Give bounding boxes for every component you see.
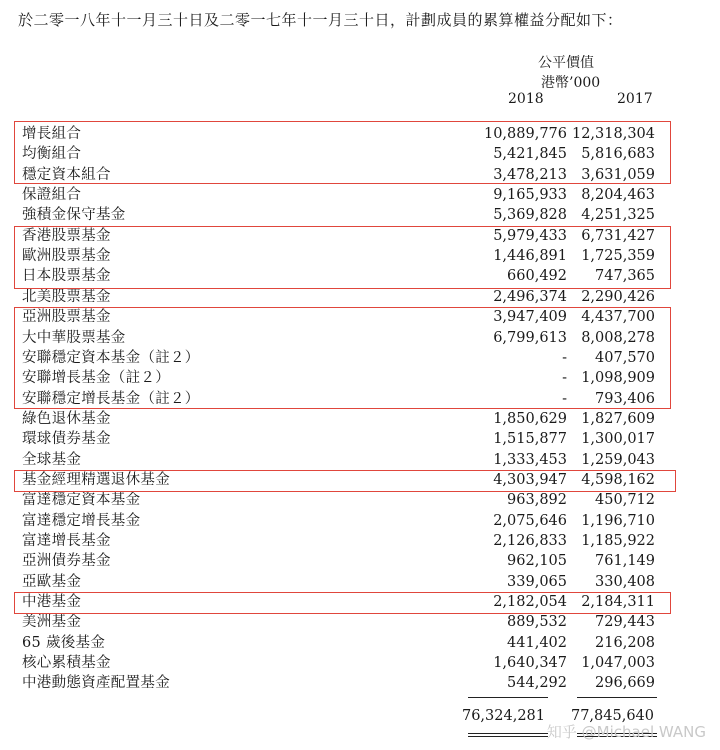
fund-name: 穩定資本組合: [22, 166, 111, 183]
fund-name: 基金經理精選退休基金: [22, 471, 170, 488]
table-row: [22, 287, 672, 307]
value-2017: 6,731,427: [581, 227, 655, 244]
value-2017: 12,318,304: [571, 126, 655, 142]
total-rule-bottom-2018b: [468, 736, 548, 737]
value-2017: 450,712: [595, 492, 655, 509]
total-2018: 76,324,281: [461, 708, 545, 724]
fund-name: 中港動態資產配置基金: [22, 675, 170, 692]
value-2018: 544,292: [507, 675, 567, 692]
value-2017: 330,408: [595, 573, 655, 590]
value-2018: 6,799,613: [493, 329, 567, 346]
highlight-box-portfolios: [14, 121, 671, 184]
year-2017-header: 2017: [617, 91, 653, 107]
value-2018: 3,478,213: [493, 166, 567, 183]
fund-name: 富達穩定增長基金: [22, 512, 141, 529]
value-2018: 5,421,845: [493, 146, 567, 163]
value-2017: 729,443: [595, 614, 655, 631]
fund-name: 核心累積基金: [22, 655, 111, 672]
value-2018: 1,333,453: [493, 451, 567, 468]
unit-header: 港幣’000: [541, 75, 601, 91]
value-2018: 2,126,833: [493, 533, 567, 549]
value-2017: 1,300,017: [581, 431, 655, 448]
fund-name: 日本股票基金: [22, 268, 111, 285]
fair-value-header: 公平價值: [538, 55, 594, 71]
value-2018: 2,182,054: [493, 594, 567, 611]
fund-name: 中港基金: [22, 594, 82, 611]
total-rule-bottom-2018: [468, 733, 548, 734]
fund-name: 亞歐基金: [22, 573, 82, 590]
value-2017: 747,365: [595, 268, 655, 285]
value-2017: 4,598,162: [581, 471, 655, 488]
value-2017: 4,251,325: [581, 207, 655, 224]
fund-name: 均衡組合: [22, 146, 82, 163]
fund-name: 65 歲後基金: [22, 634, 106, 651]
value-2017: 4,437,700: [581, 309, 655, 326]
value-2017: 296,669: [595, 675, 655, 692]
table-row: [22, 572, 672, 592]
value-2018: 5,369,828: [493, 207, 567, 224]
table-row: [22, 653, 672, 673]
value-2017: 761,149: [595, 553, 655, 570]
highlight-box-asia-allianz-funds: [14, 307, 671, 409]
fund-name: 保證組合: [22, 187, 82, 204]
fund-name: 增長組合: [22, 126, 82, 142]
highlight-box-china-hk: [14, 592, 671, 614]
value-2017: 1,725,359: [581, 248, 655, 265]
year-2018-header: 2018: [508, 91, 544, 107]
value-2017: 1,259,043: [581, 451, 655, 468]
table-row: [22, 205, 672, 225]
value-2017: 2,290,426: [581, 288, 655, 305]
table-row: [22, 673, 672, 693]
fund-name: 富達穩定資本基金: [22, 492, 141, 509]
table-row: [22, 490, 672, 510]
table-row: [22, 450, 672, 470]
value-2018: 889,532: [507, 614, 567, 631]
intro-text: 於二零一八年十一月三十日及二零一七年十一月三十日，計劃成員的累算權益分配如下：: [18, 11, 623, 29]
value-2017: 793,406: [595, 390, 655, 407]
value-2018: 1,850,629: [493, 410, 567, 427]
value-2018: 2,075,646: [493, 512, 567, 529]
value-2018: 3,947,409: [493, 309, 567, 326]
table-row: [22, 633, 672, 653]
fund-name: 全球基金: [22, 451, 82, 468]
value-2017: 8,008,278: [581, 329, 655, 346]
value-2017: 1,098,909: [581, 370, 655, 387]
value-2018: 10,889,776: [483, 126, 567, 142]
value-2018: 1,640,347: [493, 655, 567, 672]
value-2018: 9,165,933: [493, 187, 567, 204]
fund-name: 安聯增長基金（註２）: [22, 370, 170, 387]
fund-name: 富達增長基金: [22, 533, 111, 549]
watermark: 知乎 @Michael WANG: [546, 723, 706, 741]
value-2018: 339,065: [507, 573, 567, 590]
fund-name: 北美股票基金: [22, 288, 111, 305]
value-2018: 5,979,433: [493, 227, 567, 244]
table-row: [22, 531, 672, 551]
fund-name: 綠色退休基金: [22, 410, 111, 427]
table-row: [22, 551, 672, 571]
fund-name: 安聯穩定增長基金（註２）: [22, 390, 200, 407]
value-2018: -: [562, 370, 567, 387]
value-2018: -: [562, 390, 567, 407]
table-row: [22, 409, 672, 429]
table-row: [22, 612, 672, 632]
value-2018: -: [562, 349, 567, 366]
highlight-box-equity-funds: [14, 226, 671, 289]
fund-name: 香港股票基金: [22, 227, 111, 244]
value-2017: 1,047,003: [581, 655, 655, 672]
table-row: [22, 185, 672, 205]
value-2018: 1,446,891: [493, 248, 567, 265]
table-row: [22, 511, 672, 531]
fund-name: 安聯穩定資本基金（註２）: [22, 349, 200, 366]
fund-name: 亞洲債券基金: [22, 553, 111, 570]
value-2018: 963,892: [507, 492, 567, 509]
value-2018: 2,496,374: [493, 288, 567, 305]
fund-name: 亞洲股票基金: [22, 309, 111, 326]
value-2017: 216,208: [595, 634, 655, 651]
value-2017: 1,196,710: [581, 512, 655, 529]
highlight-box-manager-select: [14, 470, 676, 492]
value-2018: 962,105: [507, 553, 567, 570]
total-rule-top-2017: [577, 697, 657, 698]
table-row: [22, 429, 672, 449]
fund-name: 強積金保守基金: [22, 207, 126, 224]
value-2017: 2,184,311: [581, 594, 655, 611]
value-2017: 5,816,683: [581, 146, 655, 163]
total-rule-top-2018: [468, 697, 548, 698]
fund-name: 環球債券基金: [22, 431, 111, 448]
value-2018: 660,492: [507, 268, 567, 285]
total-2017: 77,845,640: [570, 708, 654, 724]
value-2017: 1,827,609: [581, 410, 655, 427]
fund-name: 歐洲股票基金: [22, 248, 111, 265]
value-2018: 1,515,877: [493, 431, 567, 448]
value-2018: 441,402: [507, 634, 567, 651]
fund-name: 美洲基金: [22, 614, 82, 631]
fund-name: 大中華股票基金: [22, 329, 126, 346]
value-2018: 4,303,947: [493, 471, 567, 488]
value-2017: 1,185,922: [581, 533, 655, 549]
value-2017: 3,631,059: [581, 166, 655, 183]
value-2017: 8,204,463: [581, 187, 655, 204]
value-2017: 407,570: [595, 349, 655, 366]
